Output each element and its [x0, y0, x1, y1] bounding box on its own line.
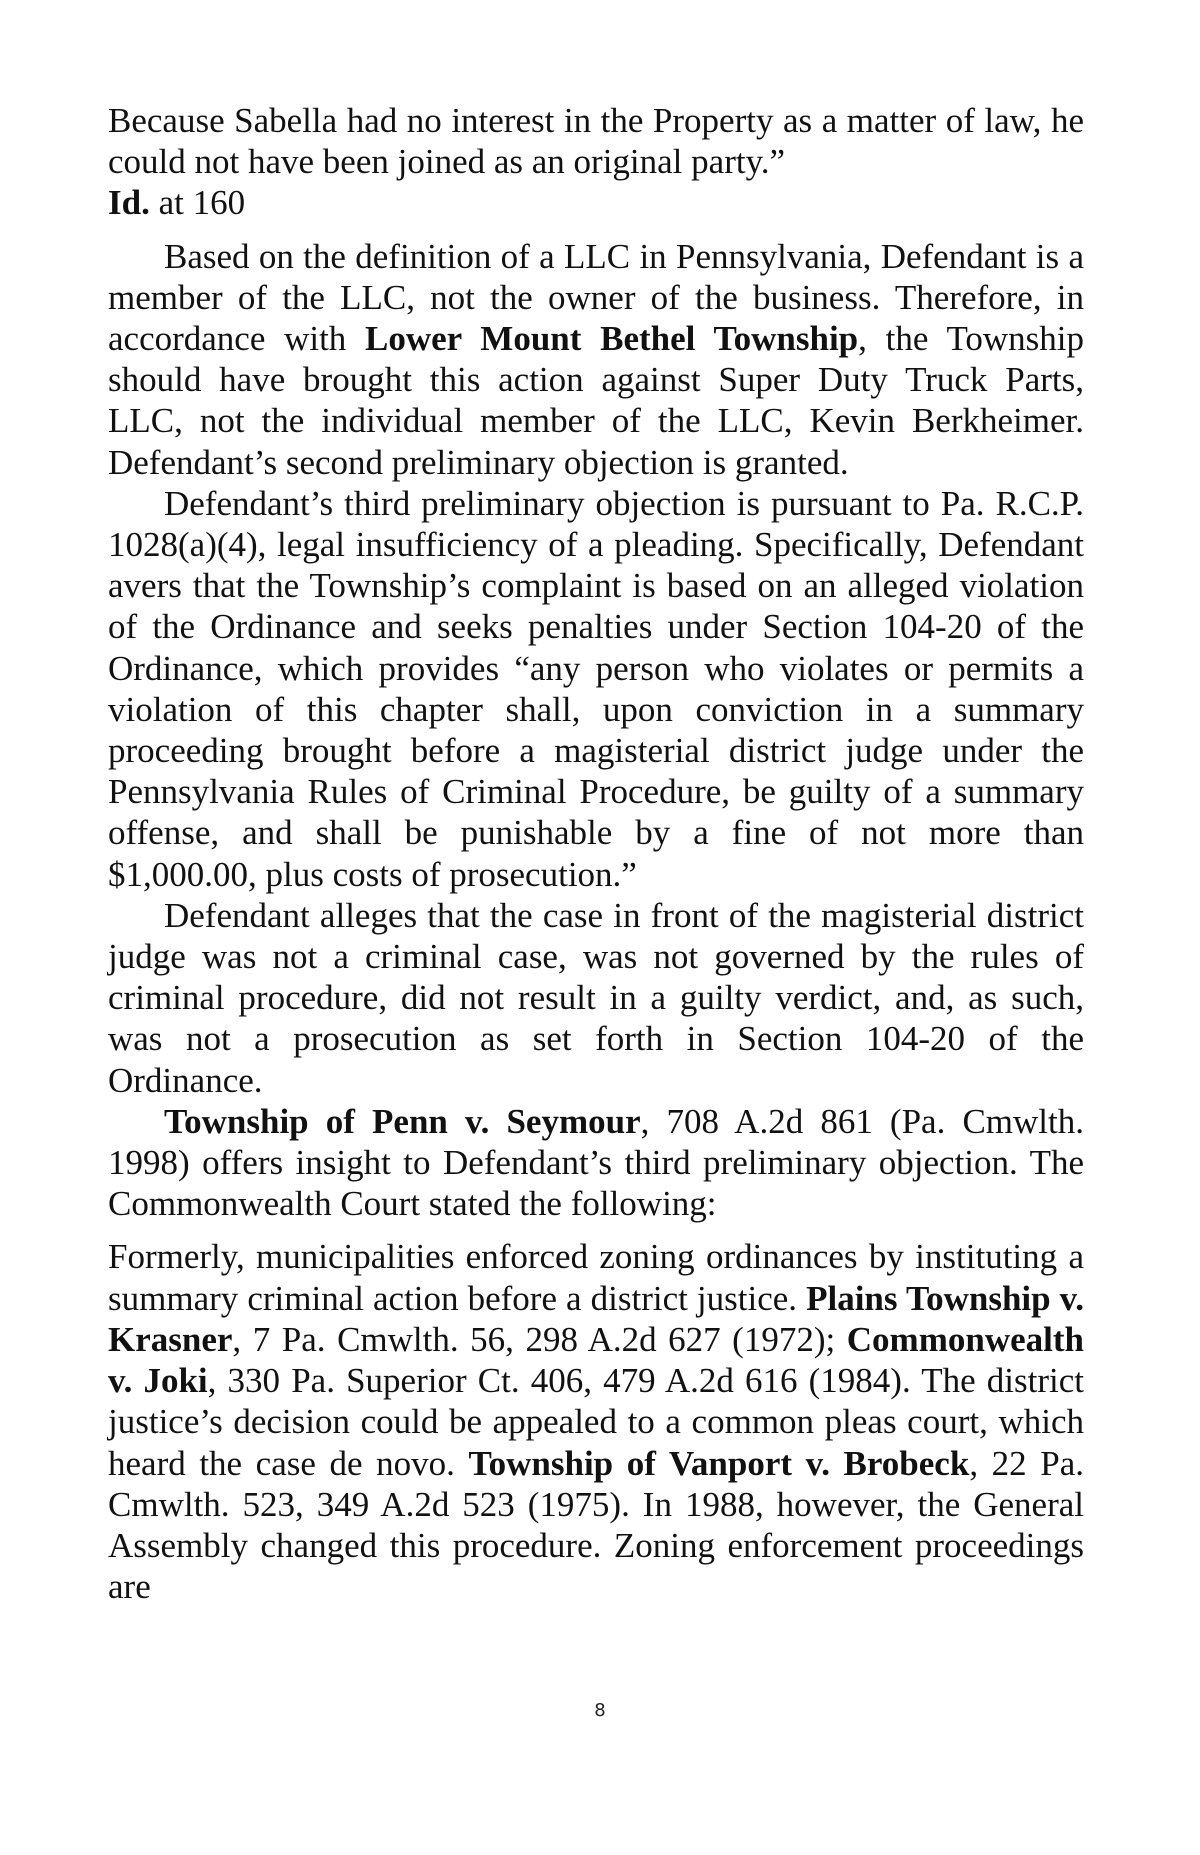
paragraph-text: , 708 A.2d 861 (Pa. Cmwlth. 1998) offers insight to Defendant’s third preliminary objection. The Commonwealth Court stated the following:	[108, 1101, 1085, 1224]
paragraph-text: Based on the definition of a LLC in Pennsylvania, Defendant is a member of the LLC, not the owner of the business. Therefore, in accordance with	[108, 236, 1084, 359]
paragraph-text: Defendant’s third preliminary objection is pursuant to Pa. R.C.P. 1028(a)(4), legal insufficiency of a pleading. Specifically, Defendant avers that the Township’s complaint is based on an alleged violation of the Ordinance and seeks penalties under Section 104-20 of the Ordinance, which provides “any person who violates or permits a violation of this chapter shall, upon conviction in a summary proceeding brought before a magisterial district judge under the Pennsylvania Rules of Criminal Procedure, be guilty of a summary offense, and shall be punishable by a fine of not more than $1,000.00, plus costs of prosecution.”	[108, 483, 1084, 894]
document-page	[108, 100, 1084, 1607]
quote-text: , 22 Pa. Cmwlth. 523, 349 A.2d 523 (1975). In 1988, however, the General Assembly changed this procedure. Zoning enforcement proceedings are	[108, 1443, 1085, 1607]
paragraph-penn-seymour	[108, 1101, 1084, 1225]
case-name-commonwealth-joki: Commonwealth v. Joki	[108, 1319, 1084, 1401]
citation-id-page: at 160	[149, 183, 246, 223]
case-name-penn-seymour: Township of Penn v. Seymour	[164, 1101, 641, 1141]
paragraph-defendant-alleges	[108, 895, 1084, 1101]
case-name-lower-mount-bethel: Lower Mount Bethel Township	[365, 319, 859, 359]
quote-text: , 330 Pa. Superior Ct. 406, 479 A.2d 616 (1984). The district justice’s decision could be appealed to a common pleas court, which heard the case de novo.	[108, 1361, 1084, 1483]
quote-text: Because Sabella had no interest in the Property as a matter of law, he could not have been joined as an original party.”	[108, 101, 1084, 182]
quote-text: Formerly, municipalities enforced zoning ordinances by instituting a summary criminal action before a district justice.	[108, 1237, 1084, 1318]
case-name-plains-krasner: Plains Township v. Krasner	[108, 1278, 1084, 1359]
page-number: 8	[594, 1700, 606, 1721]
paragraph-text: Defendant alleges that the case in front of the magisterial district judge was not a criminal case, was not governed by the rules of criminal procedure, did not result in a guilty verdict, and, as such, was not a prosecution as set forth in Section 104-20 of the Ordinance.	[108, 895, 1084, 1100]
paragraph-text: , the Township should have brought this action against Super Duty Truck Parts, LLC, not the individual member of the LLC, Kevin Berkheimer. Defendant’s second preliminary objection is granted.	[108, 319, 1085, 482]
case-name-vanport-brobeck: Township of Vanport v. Brobeck	[468, 1443, 970, 1483]
citation-id-label: Id.	[108, 183, 150, 223]
citation-id	[108, 182, 1084, 223]
block-quote-commonwealth-court	[108, 1236, 1084, 1607]
paragraph-llc-definition	[108, 236, 1084, 483]
quote-text: , 7 Pa. Cmwlth. 56, 298 A.2d 627 (1972);	[232, 1319, 847, 1359]
paragraph-third-objection	[108, 483, 1084, 895]
block-quote-sabella	[108, 100, 1084, 182]
